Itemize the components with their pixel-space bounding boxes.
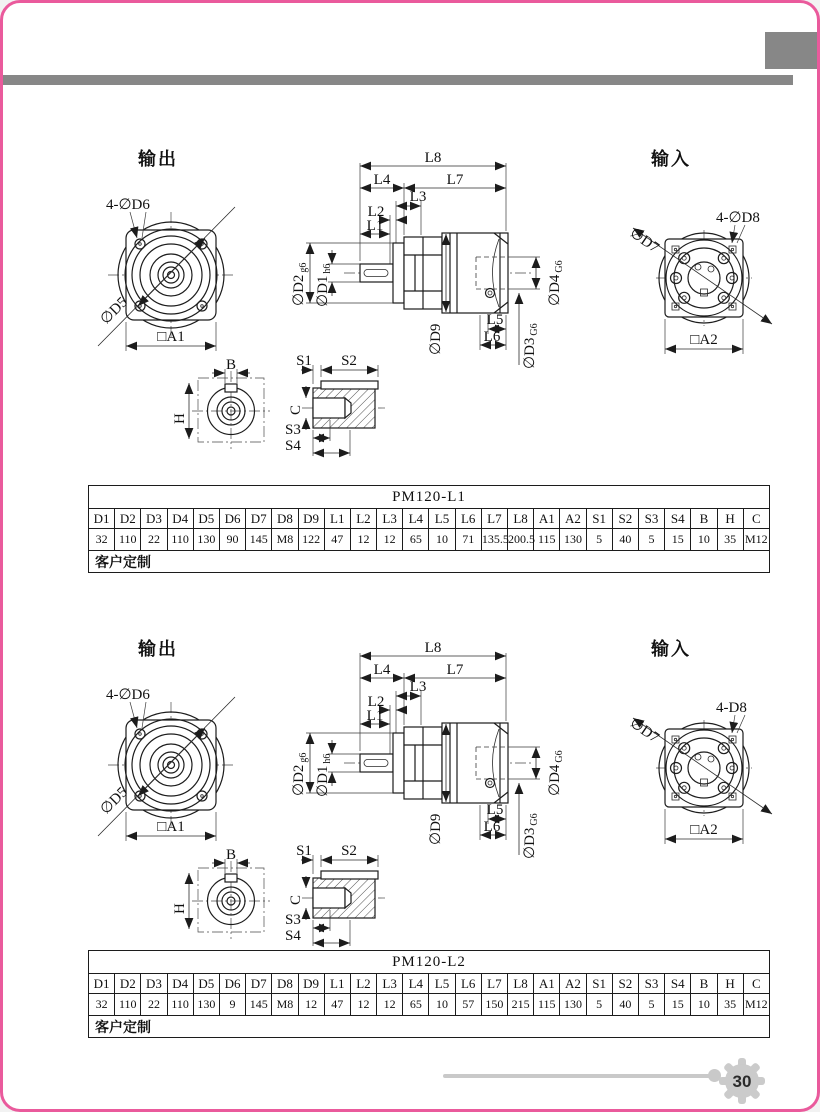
column-header: B xyxy=(691,974,717,994)
dimension-table xyxy=(88,485,770,573)
column-header: L4 xyxy=(403,509,429,529)
side-section-view xyxy=(291,150,565,369)
column-header: D6 xyxy=(219,974,245,994)
dim-label-l5: L5 xyxy=(486,312,504,328)
dim-label-d7: ∅D7 xyxy=(626,715,662,747)
output-front-view xyxy=(98,148,235,351)
input-flange-square xyxy=(665,729,743,807)
dim-label-b: B xyxy=(225,357,237,373)
table-cell: 47 xyxy=(324,529,350,551)
column-header: D9 xyxy=(298,509,324,529)
gear-housing-body xyxy=(442,723,508,803)
dim-label-a2: □A2 xyxy=(690,822,718,838)
table-cell: 135.5 xyxy=(481,529,507,551)
column-header: S3 xyxy=(638,974,664,994)
column-header: D3 xyxy=(141,974,167,994)
column-header: B xyxy=(691,509,717,529)
column-header: S4 xyxy=(665,974,691,994)
dim-label-l7: L7 xyxy=(446,662,464,678)
table-cell: 10 xyxy=(691,529,717,551)
table-cell: M8 xyxy=(272,994,298,1016)
key-slot xyxy=(225,874,237,882)
column-header: A2 xyxy=(560,509,586,529)
dim-label-d2: $\emptyset D2_{g6}$ xyxy=(291,262,309,306)
dim-label-s1: S1 xyxy=(296,353,312,369)
column-header: D2 xyxy=(115,509,141,529)
table-cell: 215 xyxy=(508,994,534,1016)
table-cell: 47 xyxy=(324,994,350,1016)
table-cell: 71 xyxy=(455,529,481,551)
dim-label-l6: L6 xyxy=(483,329,501,345)
output-view-title: 输出 xyxy=(138,639,178,659)
column-header: S1 xyxy=(586,974,612,994)
table-cell: 12 xyxy=(350,994,376,1016)
pilot-step xyxy=(393,243,404,303)
technical-drawing xyxy=(88,633,778,963)
column-header: D5 xyxy=(193,974,219,994)
table-cell: 40 xyxy=(612,994,638,1016)
dim-label-d2: $\emptyset D2_{g6}$ xyxy=(291,752,309,796)
column-header: L2 xyxy=(350,974,376,994)
table-cell: 12 xyxy=(377,529,403,551)
column-header: A2 xyxy=(560,974,586,994)
dim-label-h: H xyxy=(172,413,188,424)
column-header: A1 xyxy=(534,509,560,529)
column-header: L3 xyxy=(377,509,403,529)
dim-label-d5: ∅D5 xyxy=(97,294,132,328)
column-header: S1 xyxy=(586,509,612,529)
dim-label-l7: L7 xyxy=(446,172,464,188)
key-plate xyxy=(321,381,378,389)
table-cell: 22 xyxy=(141,994,167,1016)
column-header: D8 xyxy=(272,509,298,529)
column-header: L3 xyxy=(377,974,403,994)
output-view-title: 输出 xyxy=(138,149,178,169)
table-cell: 9 xyxy=(219,994,245,1016)
column-header: L8 xyxy=(508,974,534,994)
column-header: D2 xyxy=(115,974,141,994)
input-rear-view xyxy=(627,638,772,844)
input-rear-view xyxy=(627,148,772,354)
table-cell: 130 xyxy=(193,994,219,1016)
column-header: L8 xyxy=(508,509,534,529)
table-cell: 145 xyxy=(246,529,272,551)
dim-label-s3: S3 xyxy=(285,912,301,928)
header-bar xyxy=(3,75,793,85)
dim-label-c: C xyxy=(288,894,304,905)
header-corner-block xyxy=(765,32,820,69)
table-cell: 10 xyxy=(691,994,717,1016)
dim-label-d9: ∅D9 xyxy=(428,813,444,845)
table-cell: 200.5 xyxy=(508,529,534,551)
column-header: D1 xyxy=(89,974,115,994)
dim-label-l2: L2 xyxy=(367,694,385,710)
dim-label-l3: L3 xyxy=(409,189,427,205)
column-header: C xyxy=(743,974,769,994)
table-cell: 5 xyxy=(586,994,612,1016)
table-cell: 65 xyxy=(403,994,429,1016)
dim-label-s4: S4 xyxy=(285,928,301,944)
table-cell: 32 xyxy=(89,994,115,1016)
table-cell: M12 xyxy=(743,529,769,551)
table-cell: 10 xyxy=(429,529,455,551)
product-section xyxy=(3,143,820,573)
table-cell: 15 xyxy=(665,994,691,1016)
dim-label-a1: □A1 xyxy=(157,329,185,345)
column-header: H xyxy=(717,509,743,529)
table-cell: 5 xyxy=(638,994,664,1016)
column-header: D1 xyxy=(89,509,115,529)
column-header: D9 xyxy=(298,974,324,994)
dim-label-l8: L8 xyxy=(424,640,442,656)
table-cell: 130 xyxy=(560,994,586,1016)
input-view-title: 输入 xyxy=(651,639,691,659)
key-section-detail-view xyxy=(285,353,385,456)
column-header: D3 xyxy=(141,509,167,529)
table-cell: 130 xyxy=(560,529,586,551)
column-header: L1 xyxy=(324,974,350,994)
dim-label-d1: $\emptyset D1_{h6}$ xyxy=(315,753,333,797)
column-header: L4 xyxy=(403,974,429,994)
dim-label-l5: L5 xyxy=(486,802,504,818)
table-cell: 65 xyxy=(403,529,429,551)
dim-label-d1: $\emptyset D1_{h6}$ xyxy=(315,263,333,307)
dim-label-d4: $\emptyset D4_{G6}$ xyxy=(547,750,565,796)
column-header: D4 xyxy=(167,509,193,529)
dim-label-l1: L1 xyxy=(366,708,384,724)
table-cell: 57 xyxy=(455,994,481,1016)
column-header: L7 xyxy=(481,974,507,994)
table-cell: 5 xyxy=(586,529,612,551)
table-cell: 110 xyxy=(115,994,141,1016)
dim-label-l6: L6 xyxy=(483,819,501,835)
dim-label-a2: □A2 xyxy=(690,332,718,348)
table-cell: 12 xyxy=(298,994,324,1016)
dimension-table xyxy=(88,950,770,1038)
dim-label-d5: ∅D5 xyxy=(97,784,132,818)
table-cell: 40 xyxy=(612,529,638,551)
table-footer-note: 客户定制 xyxy=(89,1016,770,1038)
column-header: D6 xyxy=(219,509,245,529)
footer-rule xyxy=(443,1074,713,1078)
dim-label-bolt-in: 4-∅D8 xyxy=(716,210,760,226)
dim-label-s1: S1 xyxy=(296,843,312,859)
column-header: L5 xyxy=(429,509,455,529)
gear-housing-body xyxy=(442,233,508,313)
output-front-view xyxy=(98,638,235,841)
column-header: S3 xyxy=(638,509,664,529)
table-cell: M8 xyxy=(272,529,298,551)
column-header: L6 xyxy=(455,974,481,994)
table-cell: 110 xyxy=(115,529,141,551)
side-section-view xyxy=(291,640,565,859)
table-cell: 15 xyxy=(665,529,691,551)
column-header: L6 xyxy=(455,509,481,529)
column-header: C xyxy=(743,509,769,529)
table-title: PM120-L2 xyxy=(89,951,770,974)
table-cell: 122 xyxy=(298,529,324,551)
dim-label-l4: L4 xyxy=(373,662,391,678)
column-header: D8 xyxy=(272,974,298,994)
dim-label-l4: L4 xyxy=(373,172,391,188)
table-cell: 5 xyxy=(638,529,664,551)
column-header: D5 xyxy=(193,509,219,529)
column-header: H xyxy=(717,974,743,994)
dim-label-c: C xyxy=(288,404,304,415)
dim-label-s2: S2 xyxy=(341,843,357,859)
table-cell: 130 xyxy=(193,529,219,551)
table-cell: 32 xyxy=(89,529,115,551)
table-cell: 35 xyxy=(717,994,743,1016)
column-header: L5 xyxy=(429,974,455,994)
input-flange-square xyxy=(665,239,743,317)
column-header: D7 xyxy=(246,509,272,529)
dim-label-d3: $\emptyset D3_{G6}$ xyxy=(522,323,540,369)
dim-label-d9: ∅D9 xyxy=(428,323,444,355)
shaft-end-detail-view xyxy=(172,847,270,939)
dim-label-d3: $\emptyset D3_{G6}$ xyxy=(522,813,540,859)
table-title: PM120-L1 xyxy=(89,486,770,509)
dim-label-l2: L2 xyxy=(367,204,385,220)
table-cell: 145 xyxy=(246,994,272,1016)
table-cell: 12 xyxy=(350,529,376,551)
column-header: A1 xyxy=(534,974,560,994)
dim-label-l1: L1 xyxy=(366,218,384,234)
product-section xyxy=(3,633,820,1063)
column-header: D4 xyxy=(167,974,193,994)
shaft-end-detail-view xyxy=(172,357,270,449)
dim-label-bolt-out: 4-∅D6 xyxy=(106,687,150,703)
column-header: D7 xyxy=(246,974,272,994)
bore-profile xyxy=(313,888,345,908)
dim-label-d7: ∅D7 xyxy=(626,225,662,257)
table-cell: 110 xyxy=(167,994,193,1016)
column-header: S2 xyxy=(612,509,638,529)
table-cell: 110 xyxy=(167,529,193,551)
dim-label-bolt-in: 4-D8 xyxy=(716,700,747,716)
key-plate xyxy=(321,871,378,879)
column-header: S4 xyxy=(665,509,691,529)
table-cell: 90 xyxy=(219,529,245,551)
dim-label-s2: S2 xyxy=(341,353,357,369)
key-section-detail-view xyxy=(285,843,385,946)
dim-label-s4: S4 xyxy=(285,438,301,454)
technical-drawing xyxy=(88,143,778,473)
table-cell: 22 xyxy=(141,529,167,551)
dim-label-l3: L3 xyxy=(409,679,427,695)
table-footer-note: 客户定制 xyxy=(89,551,770,573)
column-header: S2 xyxy=(612,974,638,994)
dim-label-bolt-out: 4-∅D6 xyxy=(106,197,150,213)
page-number: 30 xyxy=(732,1072,752,1091)
column-header: L1 xyxy=(324,509,350,529)
dim-label-d4: $\emptyset D4_{G6}$ xyxy=(547,260,565,306)
dim-label-h: H xyxy=(172,903,188,914)
column-header: L2 xyxy=(350,509,376,529)
table-cell: M12 xyxy=(743,994,769,1016)
table-cell: 35 xyxy=(717,529,743,551)
table-cell: 115 xyxy=(534,994,560,1016)
table-cell: 10 xyxy=(429,994,455,1016)
dim-label-s3: S3 xyxy=(285,422,301,438)
table-cell: 12 xyxy=(377,994,403,1016)
column-header: L7 xyxy=(481,509,507,529)
key-slot xyxy=(225,384,237,392)
table-cell: 115 xyxy=(534,529,560,551)
table-cell: 150 xyxy=(481,994,507,1016)
dim-label-a1: □A1 xyxy=(157,819,185,835)
pilot-step xyxy=(393,733,404,793)
dim-label-l8: L8 xyxy=(424,150,442,166)
bore-profile xyxy=(313,398,345,418)
dim-label-b: B xyxy=(225,847,237,863)
input-view-title: 输入 xyxy=(651,149,691,169)
